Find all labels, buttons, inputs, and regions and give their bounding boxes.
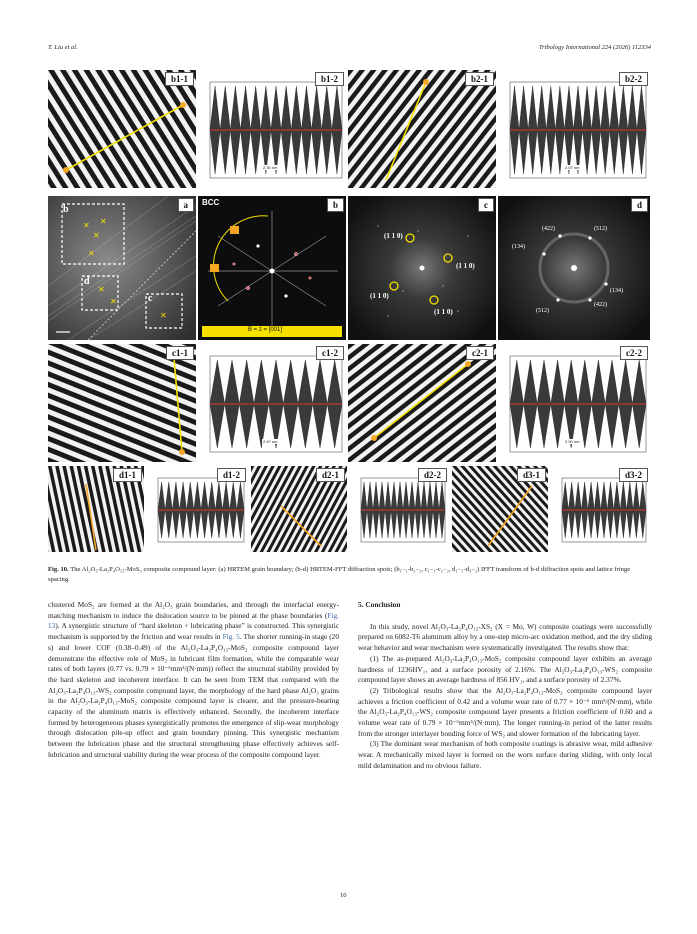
fft-spot-label: (1 1 0) [370, 292, 389, 300]
panel-c-fft [348, 196, 496, 340]
svg-text:✕: ✕ [83, 221, 90, 230]
fft-spot-label: (422) [542, 226, 555, 232]
caption-text: The Al₂O₃-La₂P₄O₁₃-MoS₂ composite compound layer: (a) HRTEM grain boundary; (b-d) HRTEM-FFT diffraction spots; (b₁₋₁-b₂₋₂, c₁₋₁-c₂₋₂, d₁₋₁-d₃₋₂) IFFT transform of b-d diffraction spots and lattice fringe spacing. [48, 566, 631, 583]
panel-c2-2-profile [498, 344, 650, 462]
panel-d1-1-fringe [48, 466, 144, 552]
svg-text:✕: ✕ [93, 231, 100, 240]
panel-label: a [178, 198, 195, 212]
panel-label: d3-1 [517, 468, 546, 482]
body-text: clustered MoS₂ are formed at the Al₂O₃ grain boundaries, and through the interfacial energy-matching mechanism to induce the dislocation source to be pinned at the phase boundaries ( [48, 600, 339, 620]
panel-label: d2-2 [418, 468, 447, 482]
scale-label: 2.50 nm [565, 439, 580, 444]
zone-axis-label: B = z = [001] [248, 327, 283, 333]
inset-label-d: d [84, 276, 90, 287]
fft-spot-label: (134) [610, 288, 623, 294]
right-column [358, 600, 652, 772]
panel-b2-2-profile [498, 70, 650, 188]
page-number: 10 [340, 892, 347, 899]
panel-label: d1-2 [217, 468, 246, 482]
panel-c1-2-profile [198, 344, 346, 462]
panel-d2-1-fringe [251, 466, 347, 552]
fft-spot-label: (1 1 0) [456, 262, 475, 270]
panel-label: d3-2 [619, 468, 648, 482]
panel-label: d [631, 198, 648, 212]
paragraph: (1) The as-prepared Al₂O₃-La₂P₄O₁₃-MoS₂ composite compound layer exhibits an average hardness of 1236HV₁, and a surface porosity of 2.16%. The Al₂O₃-La₂P₄O₁₃-WS₂ composite compound layer shows an average hardness of 856 HV₁, and a surface porosity of 2.37%. [358, 653, 652, 685]
paragraph: (2) Tribological results show that the Al₂O₃-La₂P₄O₁₃-MoS₂ composite compound layer achieves a friction coefficient of 0.42 and a volume wear rate of 0.77 × 10⁻⁶ mm³/(N·mm), while the Al₂O₃-La₂P₄O₁₃-WS₂ composite compound layer presents a friction coefficient of 0.60 and a volume wear rate of 0.79 × 10⁻⁶mm³/(N·mm). The longer running-in period of the latter results from the stronger interlayer bonding force of WS₂ and slower formation of the lubricating layer. [358, 685, 652, 738]
section-heading: 5. Conclusion [358, 600, 401, 609]
panel-d2-2-profile [349, 466, 449, 552]
fft-spot-label: (512) [536, 308, 549, 314]
panel-d-fft [498, 196, 650, 340]
caption-label: Fig. 10. [48, 566, 69, 573]
panel-d3-2-profile [550, 466, 650, 552]
svg-text:✕: ✕ [160, 311, 167, 320]
panel-d3-1-fringe [452, 466, 548, 552]
paragraph: (3) The dominant wear mechanism of both composite coatings is abrasive wear, mild adhesive wear. A mechanically mixed layer is formed on the worn surface during sliding, with only local mild delamination and no obvious failure. [358, 739, 652, 770]
fft-spot-label: (1 1 0) [384, 232, 403, 240]
panel-label: b2-2 [619, 72, 648, 86]
panel-label: c2-2 [620, 346, 648, 360]
svg-text:✕: ✕ [98, 285, 105, 294]
profile-plot [198, 70, 346, 188]
svg-text:✕: ✕ [88, 249, 95, 258]
lattice-type-label: BCC [202, 198, 220, 207]
scale-label: 2.67 nm [263, 439, 278, 444]
svg-text:✕: ✕ [100, 217, 107, 226]
panel-label: d1-1 [113, 468, 142, 482]
body-text: ). A synergistic structure of “hard skeleton + lubricating phase” is constructed. This synergistic mechanism is supported by the friction and wear results in [48, 621, 339, 642]
fft-spot-label: (1 1 0) [434, 308, 453, 316]
panel-b1-2-profile [198, 70, 346, 188]
figure-caption [48, 565, 653, 584]
panel-a-hrtem [48, 196, 196, 340]
profile-plot [498, 344, 650, 462]
figure-link[interactable]: Fig. 5 [222, 632, 240, 642]
inset-label-b: b [63, 204, 69, 215]
profile-plot [498, 70, 650, 188]
panel-b-fft [198, 196, 346, 340]
running-header-right: Tribology International 224 (2026) 112334 [538, 44, 651, 51]
scale-label: 2.30 nm [263, 165, 278, 170]
panel-label: b2-1 [465, 72, 494, 86]
paragraph: In this study, novel Al₂O₃-La₂P₄O₁₃-XS₂ (X = Mo, W) composite coatings were successfully prepared on 6082-T6 aluminum alloy by a one-step micro-arc oxidation method, and the dry sliding wear behavior and wear mechanism were systematically investigated. The results show that: [358, 621, 652, 653]
panel-b1-1-fringe [48, 70, 196, 188]
svg-text:✕: ✕ [110, 297, 117, 306]
panel-label: c1-1 [166, 346, 194, 360]
panel-label: c1-2 [316, 346, 344, 360]
panel-c1-1-fringe [48, 344, 196, 462]
panel-label: c2-1 [466, 346, 494, 360]
profile-plot [198, 344, 346, 462]
fft-spot-label: (422) [594, 302, 607, 308]
panel-label: d2-1 [316, 468, 345, 482]
left-column [48, 600, 339, 761]
body-text: . The shorter running-in stage (20 s) and lower COF (0.38–0.49) of the Al₂O₃-La₂P₄O₁₃-MoS₂ composite compound layer demonstrate the effective role of MoS₂ in lubricant film formation, while the comparable wear rates of both layers (0.77 vs. 0.79 × 10⁻⁶mm³/(N·mm)) reflect the structural stability provided by the hard skeleton and incoherent interface. It can be seen from TEM that compared with the Al₂O₃-La₂P₄O₁₃-WS₂ composite compound layer, the morphology of the hard phase Al₂O₃ grains in the Al₂O₃-La₂P₄O₁₃-MoS₂ composite compound layer is clearer, and the pressure-bearing capacity of the aluminum matrix is effectively enhanced. Secondly, the incoherent interface formed by heterogeneous phases synergistically promotes the emergence of slip-wear morphology through dislocation pile-up effect and grain boundary pinning. This synergistic mechanism between the lubrication phase and the structural strengthening phase effectively achieves self-lubrication and structural stability during the wear process of the composite compound layer. [48, 632, 340, 759]
figure-link[interactable]: Fig. 13 [48, 610, 339, 631]
panel-label: b1-2 [315, 72, 344, 86]
panel-label: b [327, 198, 344, 212]
running-header-left: T. Liu et al. [48, 44, 78, 51]
panel-label: b1-1 [165, 72, 194, 86]
panel-c2-1-fringe [348, 344, 496, 462]
fft-spot-label: (134) [512, 244, 525, 250]
scale-label: 2.07 nm [565, 165, 580, 170]
panel-label: c [478, 198, 494, 212]
inset-label-c: c [148, 293, 153, 304]
panel-b2-1-fringe [348, 70, 496, 188]
panel-d1-2-profile [146, 466, 248, 552]
fft-spot-label: (512) [594, 226, 607, 232]
